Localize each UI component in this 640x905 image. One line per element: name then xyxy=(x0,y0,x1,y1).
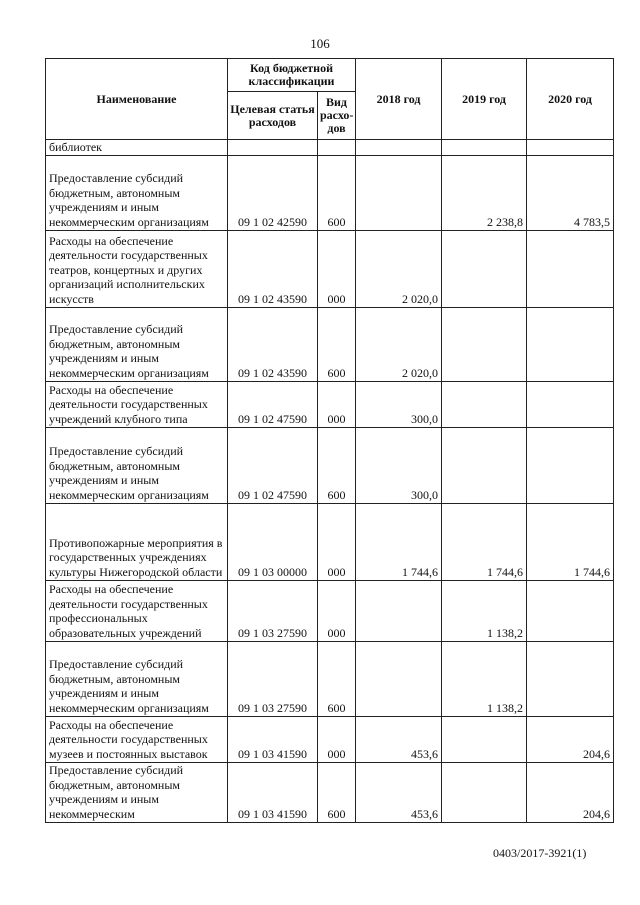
row-name: Противопожарные мероприятия в государственных учреждениях культуры Нижегородской области xyxy=(46,503,228,580)
row-value-2018: 453,6 xyxy=(356,762,442,822)
row-value-2019 xyxy=(442,230,527,307)
header-budget-code: Код бюджетной классификации xyxy=(228,59,356,92)
row-target-article: 09 1 03 27590 xyxy=(228,641,318,716)
table-row xyxy=(46,641,614,716)
row-value-2019: 2 238,8 xyxy=(442,155,527,230)
row-target-article: 09 1 03 41590 xyxy=(228,762,318,822)
header-name: Наименование xyxy=(46,59,228,140)
row-value-2019 xyxy=(442,427,527,503)
row-value-2020: 204,6 xyxy=(527,716,614,762)
table-row xyxy=(46,230,614,307)
row-name: Расходы на обеспечение деятельности государственных музеев и постоянных выставок xyxy=(46,716,228,762)
row-target-article: 09 1 02 43590 xyxy=(228,230,318,307)
header-2020: 2020 год xyxy=(527,59,614,140)
row-value-2019 xyxy=(442,381,527,427)
row-value-2020 xyxy=(527,140,614,156)
row-value-2018 xyxy=(356,580,442,641)
row-expense-kind: 600 xyxy=(318,762,356,822)
row-expense-kind: 000 xyxy=(318,716,356,762)
row-name: Расходы на обеспечение деятельности государственных профессиональных образовательных учреждений xyxy=(46,580,228,641)
row-value-2020: 1 744,6 xyxy=(527,503,614,580)
table-row xyxy=(46,381,614,427)
row-value-2018: 453,6 xyxy=(356,716,442,762)
row-value-2019 xyxy=(442,716,527,762)
row-value-2020: 4 783,5 xyxy=(527,155,614,230)
table-row xyxy=(46,427,614,503)
header-2018: 2018 год xyxy=(356,59,442,140)
row-value-2018 xyxy=(356,641,442,716)
row-value-2020 xyxy=(527,381,614,427)
table-row xyxy=(46,140,614,156)
row-name: Расходы на обеспечение деятельности государственных театров, концертных и других организаций исполнительских искусств xyxy=(46,230,228,307)
table-row xyxy=(46,307,614,381)
row-value-2020 xyxy=(527,427,614,503)
row-name: Предоставление субсидий бюджетным, автономным учреждениям и иным некоммерческим организациям xyxy=(46,641,228,716)
row-value-2018 xyxy=(356,155,442,230)
header-row-top xyxy=(46,59,614,92)
row-name: Предоставление субсидий бюджетным, автономным учреждениям и иным некоммерческим организациям xyxy=(46,307,228,381)
row-target-article: 09 1 02 42590 xyxy=(228,155,318,230)
row-value-2020 xyxy=(527,230,614,307)
row-value-2018: 300,0 xyxy=(356,427,442,503)
row-target-article: 09 1 03 27590 xyxy=(228,580,318,641)
row-name: библиотек xyxy=(46,140,228,156)
row-target-article: 09 1 02 47590 xyxy=(228,381,318,427)
row-value-2018: 1 744,6 xyxy=(356,503,442,580)
row-name: Расходы на обеспечение деятельности государственных учреждений клубного типа xyxy=(46,381,228,427)
row-expense-kind: 600 xyxy=(318,427,356,503)
row-target-article: 09 1 03 00000 xyxy=(228,503,318,580)
row-value-2019: 1 138,2 xyxy=(442,580,527,641)
row-target-article: 09 1 03 41590 xyxy=(228,716,318,762)
row-value-2020 xyxy=(527,641,614,716)
row-value-2019 xyxy=(442,762,527,822)
row-name: Предоставление субсидий бюджетным, автономным учреждениям и иным некоммерческим организациям xyxy=(46,427,228,503)
row-expense-kind: 000 xyxy=(318,580,356,641)
row-value-2018: 2 020,0 xyxy=(356,307,442,381)
row-value-2020 xyxy=(527,580,614,641)
row-target-article: 09 1 02 43590 xyxy=(228,307,318,381)
row-value-2020: 204,6 xyxy=(527,762,614,822)
header-2019: 2019 год xyxy=(442,59,527,140)
row-expense-kind: 000 xyxy=(318,381,356,427)
row-expense-kind: 600 xyxy=(318,307,356,381)
row-value-2020 xyxy=(527,307,614,381)
row-target-article xyxy=(228,140,318,156)
row-expense-kind: 000 xyxy=(318,503,356,580)
row-value-2019 xyxy=(442,140,527,156)
document-code: 0403/2017-3921(1) xyxy=(493,846,587,860)
row-value-2018: 2 020,0 xyxy=(356,230,442,307)
table-row xyxy=(46,155,614,230)
page-number: 106 xyxy=(310,36,330,51)
header-target-article: Целевая статья расходов xyxy=(228,92,318,140)
row-value-2018: 300,0 xyxy=(356,381,442,427)
row-value-2018 xyxy=(356,140,442,156)
table-row xyxy=(46,580,614,641)
row-expense-kind: 000 xyxy=(318,230,356,307)
header-expense-kind: Вид расхо-дов xyxy=(318,92,356,140)
table-body xyxy=(46,140,614,823)
row-name: Предоставление субсидий бюджетным, автономным учреждениям и иным некоммерческим организациям xyxy=(46,155,228,230)
row-value-2019: 1 744,6 xyxy=(442,503,527,580)
table-row xyxy=(46,762,614,822)
row-expense-kind: 600 xyxy=(318,155,356,230)
row-value-2019 xyxy=(442,307,527,381)
row-name: Предоставление субсидий бюджетным, автономным учреждениям и иным некоммерческим xyxy=(46,762,228,822)
row-expense-kind: 600 xyxy=(318,641,356,716)
row-value-2019: 1 138,2 xyxy=(442,641,527,716)
row-target-article: 09 1 02 47590 xyxy=(228,427,318,503)
row-expense-kind xyxy=(318,140,356,156)
table-row xyxy=(46,716,614,762)
budget-table xyxy=(45,58,614,823)
table-row xyxy=(46,503,614,580)
